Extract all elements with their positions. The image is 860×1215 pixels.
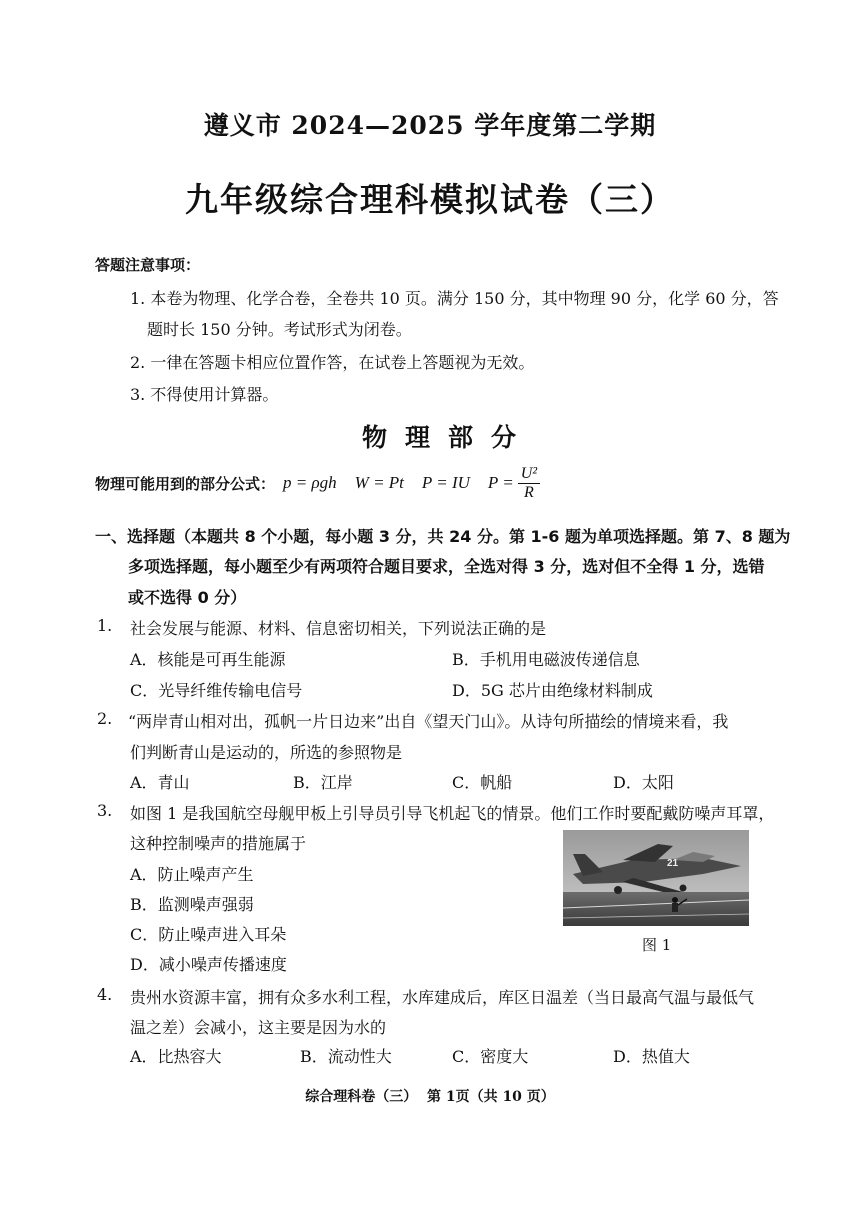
q1-option-a: A．核能是可再生能源 <box>130 650 286 669</box>
q3-number: 3. <box>97 801 113 820</box>
exam-title-line1: 遵义市 2024—2025 学年度第二学期 <box>203 111 657 140</box>
q1-option-b: B．手机用电磁波传递信息 <box>452 650 640 669</box>
q4-option-c: C．密度大 <box>452 1047 529 1066</box>
figure-1-caption: 图 1 <box>642 936 672 954</box>
jet-photo-illustration <box>563 830 749 926</box>
formula-fraction-numerator: U² <box>518 465 540 484</box>
q4-option-a: A．比热容大 <box>130 1047 222 1066</box>
figure-1-photo <box>563 830 749 926</box>
q2-option-a: A．青山 <box>130 773 190 792</box>
part1-instructions-line1: 一、选择题（本题共 8 个小题，每小题 3 分，共 24 分。第 1-6 题为单项选择题。第 7、8 题为 <box>95 527 791 546</box>
q2-option-d: D．太阳 <box>613 773 674 792</box>
part1-instructions-line3: 或不选得 0 分） <box>128 588 247 607</box>
note-item-1-line2: 题时长 150 分钟。考试形式为闭卷。 <box>147 320 412 339</box>
q2-stem-line1: “两岸青山相对出，孤帆一片日边来”出自《望天门山》。从诗句所描绘的情境来看，我 <box>128 712 729 731</box>
q2-stem-line2: 们判断青山是运动的，所选的参照物是 <box>130 743 403 762</box>
formula-fraction-denominator: R <box>524 483 534 501</box>
q3-stem-line1: 如图 1 是我国航空母舰甲板上引导员引导飞机起飞的情景。他们工作时要配戴防噪声耳罩， <box>130 804 775 823</box>
note-item-1-line1: 1. 本卷为物理、化学合卷，全卷共 10 页。满分 150 分，其中物理 90 分，化学 60 分，答 <box>130 289 779 308</box>
q1-stem: 社会发展与能源、材料、信息密切相关，下列说法正确的是 <box>130 619 547 638</box>
page-footer: 综合理科卷（三） 第 1页（共 10 页） <box>305 1089 555 1105</box>
formula-pressure: p = ρgh <box>283 473 337 492</box>
q3-option-a: A．防止噪声产生 <box>130 865 254 884</box>
q4-stem-line1: 贵州水资源丰富，拥有众多水利工程，水库建成后，库区日温差（当日最高气温与最低气 <box>130 988 755 1007</box>
formula-power-resistance-lhs: P = <box>487 473 514 492</box>
section-title: 物理部分 <box>361 423 534 452</box>
formula-label: 物理可能用到的部分公式： <box>95 474 276 493</box>
formula-power: P = IU <box>421 473 470 492</box>
q2-number: 2. <box>97 709 113 728</box>
q2-option-c: C．帆船 <box>452 773 513 792</box>
exam-title-line2: 九年级综合理科模拟试卷（三） <box>185 180 675 219</box>
jet-number: 21 <box>667 858 679 869</box>
q3-stem-line2: 这种控制噪声的措施属于 <box>130 834 307 853</box>
formula-row <box>95 458 540 508</box>
q1-number: 1. <box>97 616 113 635</box>
q4-option-d: D．热值大 <box>613 1047 690 1066</box>
note-item-3: 3. 不得使用计算器。 <box>130 385 279 404</box>
notes-heading: 答题注意事项： <box>95 256 201 274</box>
q3-option-d: D．减小噪声传播速度 <box>130 955 287 974</box>
q4-stem-line2: 温之差）会减小，这主要是因为水的 <box>130 1018 387 1037</box>
part1-instructions-line2: 多项选择题，每小题至少有两项符合题目要求，全选对得 3 分，选对但不全得 1 分，选错 <box>128 557 765 576</box>
q1-option-d: D．5G 芯片由绝缘材料制成 <box>452 681 653 700</box>
q2-option-b: B．江岸 <box>293 773 353 792</box>
formula-work: W = Pt <box>354 473 404 492</box>
q4-number: 4. <box>97 985 113 1004</box>
formula-fraction <box>518 465 540 502</box>
q3-option-b: B．监测噪声强弱 <box>130 895 254 914</box>
q3-option-c: C．防止噪声进入耳朵 <box>130 925 287 944</box>
q1-option-c: C．光导纤维传输电信号 <box>130 681 303 700</box>
q4-option-b: B．流动性大 <box>300 1047 392 1066</box>
note-item-2: 2. 一律在答题卡相应位置作答，在试卷上答题视为无效。 <box>130 353 535 372</box>
